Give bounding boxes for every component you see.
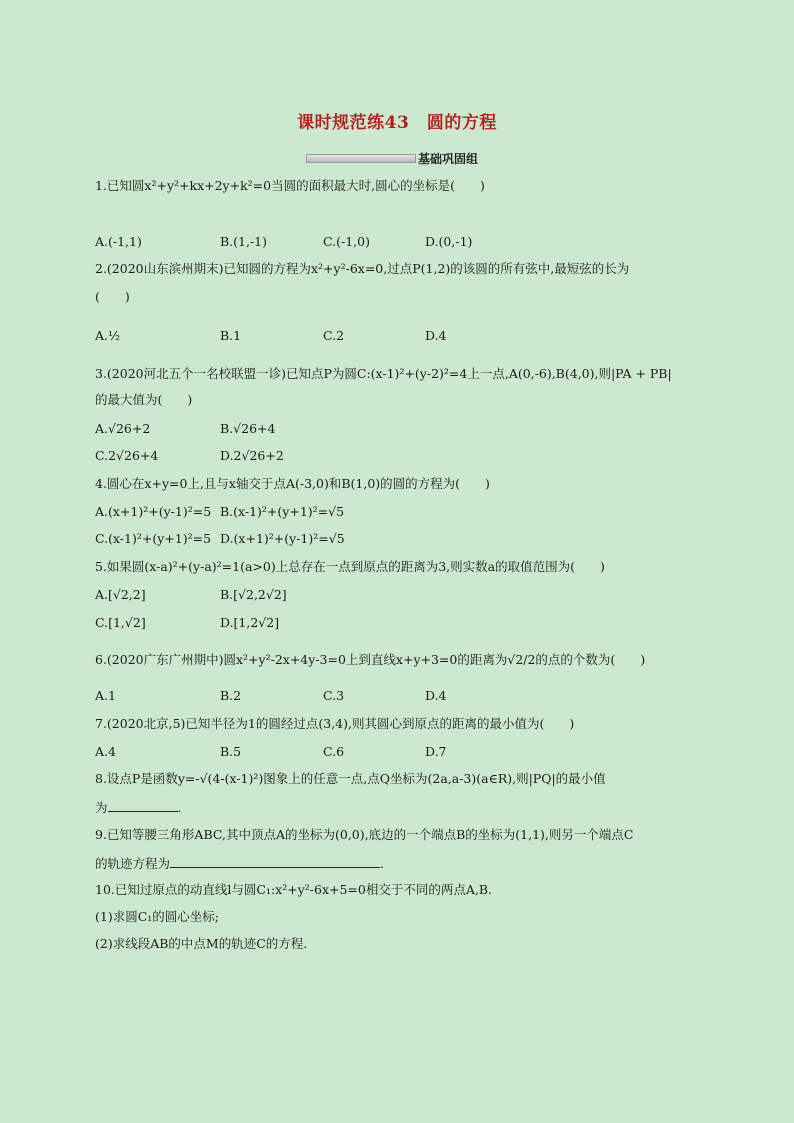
- question-7-stem: 7.(2020北京,5)已知半径为1的圆经过点(3,4),则其圆心到原点的距离的最小值为( ): [95, 716, 575, 731]
- question-1-option-c: C.(-1,0): [323, 234, 370, 249]
- question-8-stem-end: .: [177, 800, 182, 815]
- question-3-option-a: A.√26+2: [95, 421, 151, 436]
- question-3-option-d: D.2√26+2: [220, 448, 284, 463]
- answer-blank-9[interactable]: [170, 855, 380, 868]
- question-2-option-d: D.4: [425, 328, 447, 343]
- question-3-option-b: B.√26+4: [220, 421, 276, 436]
- question-2-stem: 2.(2020山东滨州期末)已知圆的方程为x²+y²-6x=0,过点P(1,2)的该圆的所有弦中,最短弦的长为: [95, 261, 630, 276]
- question-4-option-a: A.(x+1)²+(y-1)²=5: [95, 504, 212, 519]
- section-header: [306, 150, 478, 166]
- question-3-stem-cont: 的最大值为( ): [95, 392, 193, 407]
- question-1-option-d: D.(0,-1): [425, 234, 473, 249]
- section-label: 基础巩固组: [418, 151, 479, 166]
- question-2-option-a: A.½: [95, 328, 121, 343]
- section-bar: [306, 154, 416, 163]
- question-1-option-a: A.(-1,1): [95, 234, 142, 249]
- question-6-option-c: C.3: [323, 688, 345, 703]
- question-9-stem-prefix: 的轨迹方程为: [95, 856, 171, 871]
- question-10-part-1: (1)求圆C₁的圆心坐标;: [95, 909, 219, 924]
- question-8-stem-cont: [95, 799, 182, 816]
- question-9-stem-end: .: [380, 856, 384, 871]
- question-5-option-c: C.[1,√2]: [95, 615, 146, 630]
- question-2-stem-cont: ( ): [95, 289, 130, 304]
- question-10-stem: 10.已知过原点的动直线l与圆C₁:x²+y²-6x+5=0相交于不同的两点A,B.: [95, 882, 493, 897]
- question-5-option-d: D.[1,2√2]: [220, 615, 280, 630]
- question-2-option-c: C.2: [323, 328, 345, 343]
- question-4-option-c: C.(x-1)²+(y+1)²=5: [95, 531, 212, 546]
- question-9-stem: 9.已知等腰三角形ABC,其中顶点A的坐标为(0,0),底边的一个端点B的坐标为(1,1),则另一个端点C: [95, 827, 634, 842]
- question-10-part-2: (2)求线段AB的中点M的轨迹C的方程.: [95, 936, 308, 951]
- question-4-option-b: B.(x-1)²+(y+1)²=√5: [220, 504, 345, 519]
- question-7-option-a: A.4: [95, 744, 116, 759]
- question-5-option-b: B.[√2,2√2]: [220, 587, 287, 602]
- answer-blank-8[interactable]: [108, 799, 178, 812]
- question-6-option-d: D.4: [425, 688, 447, 703]
- page-title: 课时规范练43 圆的方程: [297, 113, 497, 133]
- question-6-option-b: B.2: [220, 688, 242, 703]
- question-3-option-c: C.2√26+4: [95, 448, 159, 463]
- question-4-stem: 4.圆心在x+y=0上,且与x轴交于点A(-3,0)和B(1,0)的圆的方程为( ): [95, 476, 490, 491]
- question-6-option-a: A.1: [95, 688, 116, 703]
- question-8-stem: 8.设点P是函数y=-√(4-(x-1)²)图象上的任意一点,点Q坐标为(2a,a-3)(a∈R),则|PQ|的最小值: [95, 771, 606, 786]
- question-5-option-a: A.[√2,2]: [95, 587, 146, 602]
- question-6-stem: 6.(2020广东广州期中)圆x²+y²-2x+4y-3=0上到直线x+y+3=0的距离为√2/2的点的个数为( ): [95, 652, 646, 667]
- question-7-option-c: C.6: [323, 744, 345, 759]
- question-9-stem-cont: [95, 855, 384, 872]
- question-2-option-b: B.1: [220, 328, 242, 343]
- question-3-stem: 3.(2020河北五个一名校联盟一诊)已知点P为圆C:(x-1)²+(y-2)²=4上一点,A(0,-6),B(4,0),则|PA + PB|: [95, 366, 672, 381]
- question-5-stem: 5.如果圆(x-a)²+(y-a)²=1(a>0)上总存在一点到原点的距离为3,则实数a的取值范围为( ): [95, 559, 605, 574]
- question-4-option-d: D.(x+1)²+(y-1)²=√5: [220, 531, 345, 546]
- question-1-stem: 1.已知圆x²+y²+kx+2y+k²=0当圆的面积最大时,圆心的坐标是( ): [95, 178, 485, 193]
- question-7-option-b: B.5: [220, 744, 242, 759]
- question-8-stem-prefix: 为: [95, 800, 108, 815]
- question-1-option-b: B.(1,-1): [220, 234, 268, 249]
- question-7-option-d: D.7: [425, 744, 447, 759]
